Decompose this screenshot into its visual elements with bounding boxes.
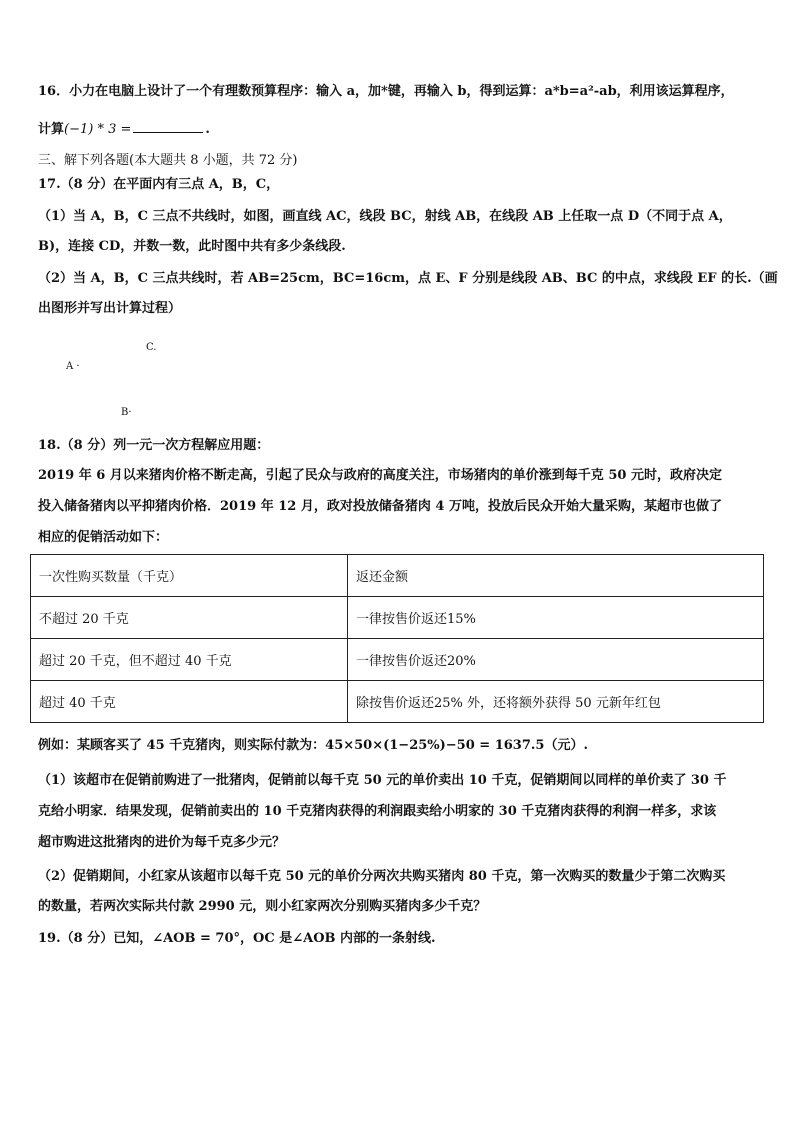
table-header-cell: 返还金额	[348, 555, 764, 597]
q18-part1-line3: 超市购进这批猪肉的进价为每千克多少元？	[38, 835, 286, 850]
q16-expression: (−1) * 3 =	[64, 122, 132, 137]
q17-part2-line2: 出图形并写出计算过程）	[38, 301, 182, 316]
table-row	[31, 597, 764, 639]
table-header-cell: 一次性购买数量（千克）	[31, 555, 348, 597]
q17-part1-line1: （1）当 A，B，C 三点不共线时，如图，画直线 AC，线段 BC，射线 AB，在线段 AB 上任取一点 D（不同于点 A，	[38, 209, 732, 224]
q18-intro-line3: 相应的促销活动如下：	[38, 530, 169, 545]
point-b-label: B·	[121, 407, 132, 418]
answer-blank	[133, 120, 203, 133]
section-heading: 三、解下列各题(本大题共 8 小题，共 72 分)	[38, 153, 298, 168]
q16-line2	[38, 120, 210, 139]
table-cell: 超过 20 千克，但不超过 40 千克	[31, 639, 348, 681]
table-cell: 一律按售价返还20%	[348, 639, 764, 681]
table-cell: 不超过 20 千克	[31, 597, 348, 639]
promotion-table	[30, 554, 764, 723]
q18-title: 18.（8 分）列一元一次方程解应用题：	[38, 438, 270, 453]
point-c-label: C.	[146, 342, 157, 353]
q18-intro-line1: 2019 年 6 月以来猪肉价格不断走高，引起了民众与政府的高度关注，市场猪肉的单价涨到每千克 50 元时，政府决定	[38, 468, 722, 483]
q16-line2-post: .	[205, 122, 210, 137]
q17-part1-line2: B)，连接 CD，并数一数，此时图中共有多少条线段.	[38, 239, 346, 254]
table-row	[31, 681, 764, 723]
table-row	[31, 639, 764, 681]
q18-example: 例如：某顾客买了 45 千克猪肉，则实际付款为：45×50×(1−25%)−50 = 1637.5（元）.	[38, 738, 588, 753]
q17-title: 17.（8 分）在平面内有三点 A，B，C，	[38, 177, 280, 192]
point-a-label: A ·	[66, 361, 80, 372]
table-header-row	[31, 555, 764, 597]
q18-part2-line1: （2）促销期间，小红家从该超市以每千克 50 元的单价分两次共购买猪肉 80 千克，第一次购买的数量少于第二次购买	[38, 869, 726, 884]
q18-part2-line2: 的数量，若两次实际共付款 2990 元，则小红家两次分别购买猪肉多少千克？	[38, 899, 487, 914]
table-cell: 一律按售价返还15%	[348, 597, 764, 639]
table-cell: 除按售价返还25% 外，还将额外获得 50 元新年红包	[348, 681, 764, 723]
table-cell: 超过 40 千克	[31, 681, 348, 723]
q18-part1-line2: 克给小明家．结果发现，促销前卖出的 10 千克猪肉获得的利润跟卖给小明家的 30 千克猪肉获得的利润一样多，求该	[38, 804, 717, 819]
q18-intro-line2: 投入储备猪肉以平抑猪肉价格．2019 年 12 月，政对投放储备猪肉 4 万吨，投放后民众开始大量采购，某超市也做了	[38, 499, 722, 514]
q16-line2-pre: 计算	[38, 122, 65, 137]
q16-line1: 16．小力在电脑上设计了一个有理数预算程序：输入 a，加*键，再输入 b，得到运算：a*b=a²-ab，利用该运算程序，	[38, 84, 734, 99]
question-19: 19.（8 分）已知，∠AOB = 70°，OC 是∠AOB 内部的一条射线.	[38, 931, 436, 946]
q18-part1-line1: （1）该超市在促销前购进了一批猪肉，促销前以每千克 50 元的单价卖出 10 千克，促销期间以同样的单价卖了 30 千	[38, 773, 727, 788]
q17-part2-line1: （2）当 A，B，C 三点共线时，若 AB=25cm，BC=16cm，点 E、F 分别是线段 AB、BC 的中点，求线段 EF 的长.（画	[38, 271, 778, 286]
